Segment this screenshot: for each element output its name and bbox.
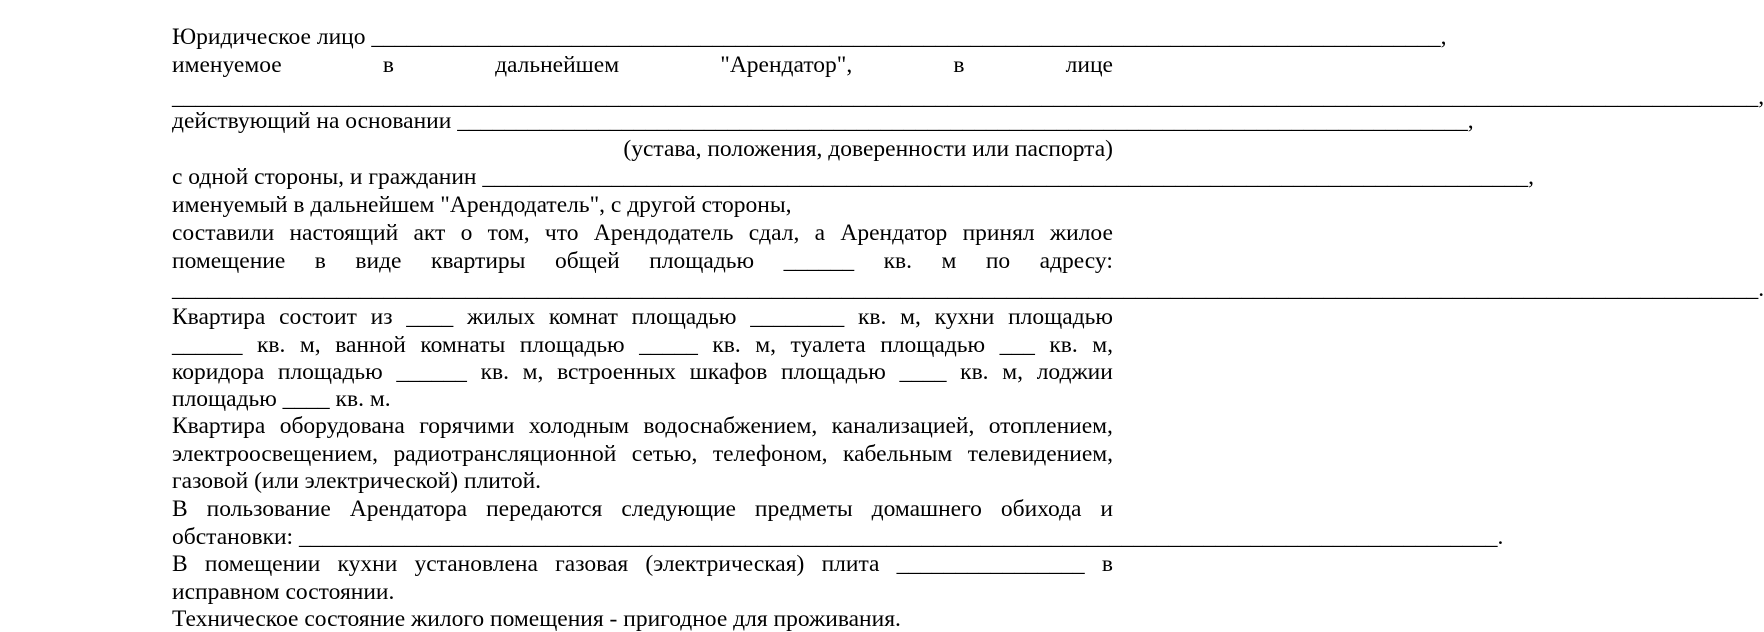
word: телевидением, (967, 441, 1113, 467)
word: общей (554, 248, 620, 274)
word: коридора (172, 359, 265, 385)
word: кв. (712, 332, 741, 358)
document-line (172, 248, 1113, 274)
word: составили (172, 220, 275, 246)
word: площадью (631, 304, 737, 330)
word: жилых (466, 304, 536, 330)
word: шкафов (689, 359, 768, 385)
line-label: действующий на основании (172, 108, 458, 134)
word: ______ (396, 359, 467, 385)
word: _____ (639, 332, 698, 358)
word: о (460, 220, 473, 246)
document-line (172, 136, 1113, 162)
document-line (172, 606, 1113, 632)
word: кв. (857, 304, 887, 330)
document-line (172, 524, 1504, 550)
word: м, (299, 332, 321, 358)
blank-field: _______________________________________________________________________________________________________________________________________ (172, 84, 1759, 110)
word: пользование (206, 496, 331, 522)
document-line (172, 359, 1113, 385)
word: кв. (480, 359, 509, 385)
word: ________________ (896, 551, 1085, 577)
document-line (172, 304, 1113, 330)
word: настоящий (289, 220, 399, 246)
word: кв. (1049, 332, 1078, 358)
document-line (172, 332, 1113, 358)
word: в (1101, 551, 1113, 577)
word: помещении (204, 551, 321, 577)
word: ______ (783, 248, 855, 274)
word: горячими (419, 413, 515, 439)
word: м, (755, 332, 777, 358)
document-line (172, 108, 1474, 134)
word: в (382, 52, 394, 78)
word: Арендодатель (593, 220, 734, 246)
document-line (172, 413, 1113, 439)
document-line (172, 579, 1113, 605)
word: принял (962, 220, 1035, 246)
word: Арендатора (349, 496, 468, 522)
document-line (172, 164, 1534, 190)
line-punctuation: . (1497, 524, 1504, 550)
word: лице (1065, 52, 1113, 78)
word: плита (821, 551, 880, 577)
word: В (172, 496, 188, 522)
line-text: (устава, положения, доверенности или паспорта) (623, 136, 1113, 162)
word: В (172, 551, 188, 577)
word: в (314, 248, 326, 274)
document-line (172, 52, 1113, 78)
blank-field: ______________________________________________________________________________________ (457, 108, 1468, 134)
word: Арендатор (840, 220, 948, 246)
word: площадью (880, 332, 986, 358)
word: ____ (899, 359, 947, 385)
word: кв. (257, 332, 286, 358)
word: площадью (277, 359, 383, 385)
word: м, (522, 359, 544, 385)
word: кв. (883, 248, 912, 274)
word: помещение (172, 248, 286, 274)
line-label: Юридическое лицо (172, 24, 372, 50)
word: площадью (649, 248, 755, 274)
word: кухни (337, 551, 398, 577)
word: кухни (934, 304, 995, 330)
word: домашнего (871, 496, 982, 522)
line-punctuation: , (1467, 108, 1474, 134)
line-text: газовой (или электрической) плитой. (172, 468, 542, 494)
word: установлена (414, 551, 538, 577)
word: жилое (1049, 220, 1113, 246)
word: Квартира (172, 413, 266, 439)
word: по (985, 248, 1011, 274)
word: сетью, (631, 441, 698, 467)
document-line (172, 84, 1764, 110)
line-text: исправном состоянии. (172, 579, 395, 605)
line-text: площадью ____ кв. м. (172, 386, 391, 412)
word: следующие (621, 496, 736, 522)
line-punctuation: , (1440, 24, 1447, 50)
word: отоплением, (988, 413, 1113, 439)
word: состоит (279, 304, 357, 330)
word: телефоном, (712, 441, 828, 467)
word: радиотрансляционной (393, 441, 617, 467)
word: "Арендатор", (720, 52, 853, 78)
line-punctuation: , (1528, 164, 1534, 190)
blank-field: ______________________________________________________________________________________________________ (298, 524, 1498, 550)
word: канализацией, (831, 413, 975, 439)
document-line (172, 551, 1113, 577)
document-line (172, 386, 1113, 412)
word: в (953, 52, 965, 78)
word: а (814, 220, 826, 246)
word: кв. (960, 359, 989, 385)
word: что (544, 220, 579, 246)
word: ___ (999, 332, 1035, 358)
word: электроосвещением, (172, 441, 378, 467)
word: площадью (1008, 304, 1113, 330)
word: м, (1092, 332, 1113, 358)
line-punctuation: , (1758, 84, 1764, 110)
word: туалета (790, 332, 866, 358)
line-label: обстановки: (172, 524, 299, 550)
word: ____ (406, 304, 454, 330)
word: обихода (1000, 496, 1082, 522)
word: водоснабжением, (643, 413, 818, 439)
word: м (941, 248, 957, 274)
word: адресу: (1039, 248, 1113, 274)
word: холодным (528, 413, 630, 439)
line-text: Техническое состояние жилого помещения - пригодное для проживания. (172, 606, 901, 632)
word: виде (355, 248, 402, 274)
word: именуемое (172, 52, 282, 78)
word: ______ (172, 332, 243, 358)
word: газовая (555, 551, 629, 577)
document-line (172, 468, 1113, 494)
word: встроенных (557, 359, 676, 385)
word: площадью (519, 332, 625, 358)
word: м, (900, 304, 921, 330)
line-label: с одной стороны, и гражданин (172, 164, 483, 190)
blank-field: _______________________________________________________________________________________________________________________________________ (172, 276, 1759, 302)
word: и (1100, 496, 1113, 522)
word: квартиры (430, 248, 526, 274)
document-line (172, 192, 1113, 218)
blank-field: ___________________________________________________________________________________________ (371, 24, 1441, 50)
document-line (172, 220, 1113, 246)
document-line (172, 496, 1113, 522)
line-punctuation: . (1758, 276, 1764, 302)
document-line (172, 441, 1113, 467)
document-line (172, 24, 1447, 50)
word: (электрическая) (645, 551, 805, 577)
word: м, (1002, 359, 1023, 385)
word: сдал, (748, 220, 800, 246)
word: дальнейшем (495, 52, 620, 78)
word: оборудована (279, 413, 405, 439)
document-line (172, 276, 1764, 302)
word: том, (487, 220, 530, 246)
word: из (370, 304, 393, 330)
word: ванной (335, 332, 406, 358)
word: комнаты (420, 332, 506, 358)
word: ________ (750, 304, 845, 330)
line-text: именуемый в дальнейшем "Арендодатель", с другой стороны, (172, 192, 792, 218)
word: предметы (754, 496, 853, 522)
word: лоджии (1036, 359, 1113, 385)
word: передаются (486, 496, 603, 522)
word: Квартира (172, 304, 266, 330)
word: кабельным (843, 441, 953, 467)
word: комнат (548, 304, 618, 330)
word: акт (413, 220, 446, 246)
blank-field: _________________________________________________________________________________________ (482, 164, 1529, 190)
word: площадью (780, 359, 886, 385)
